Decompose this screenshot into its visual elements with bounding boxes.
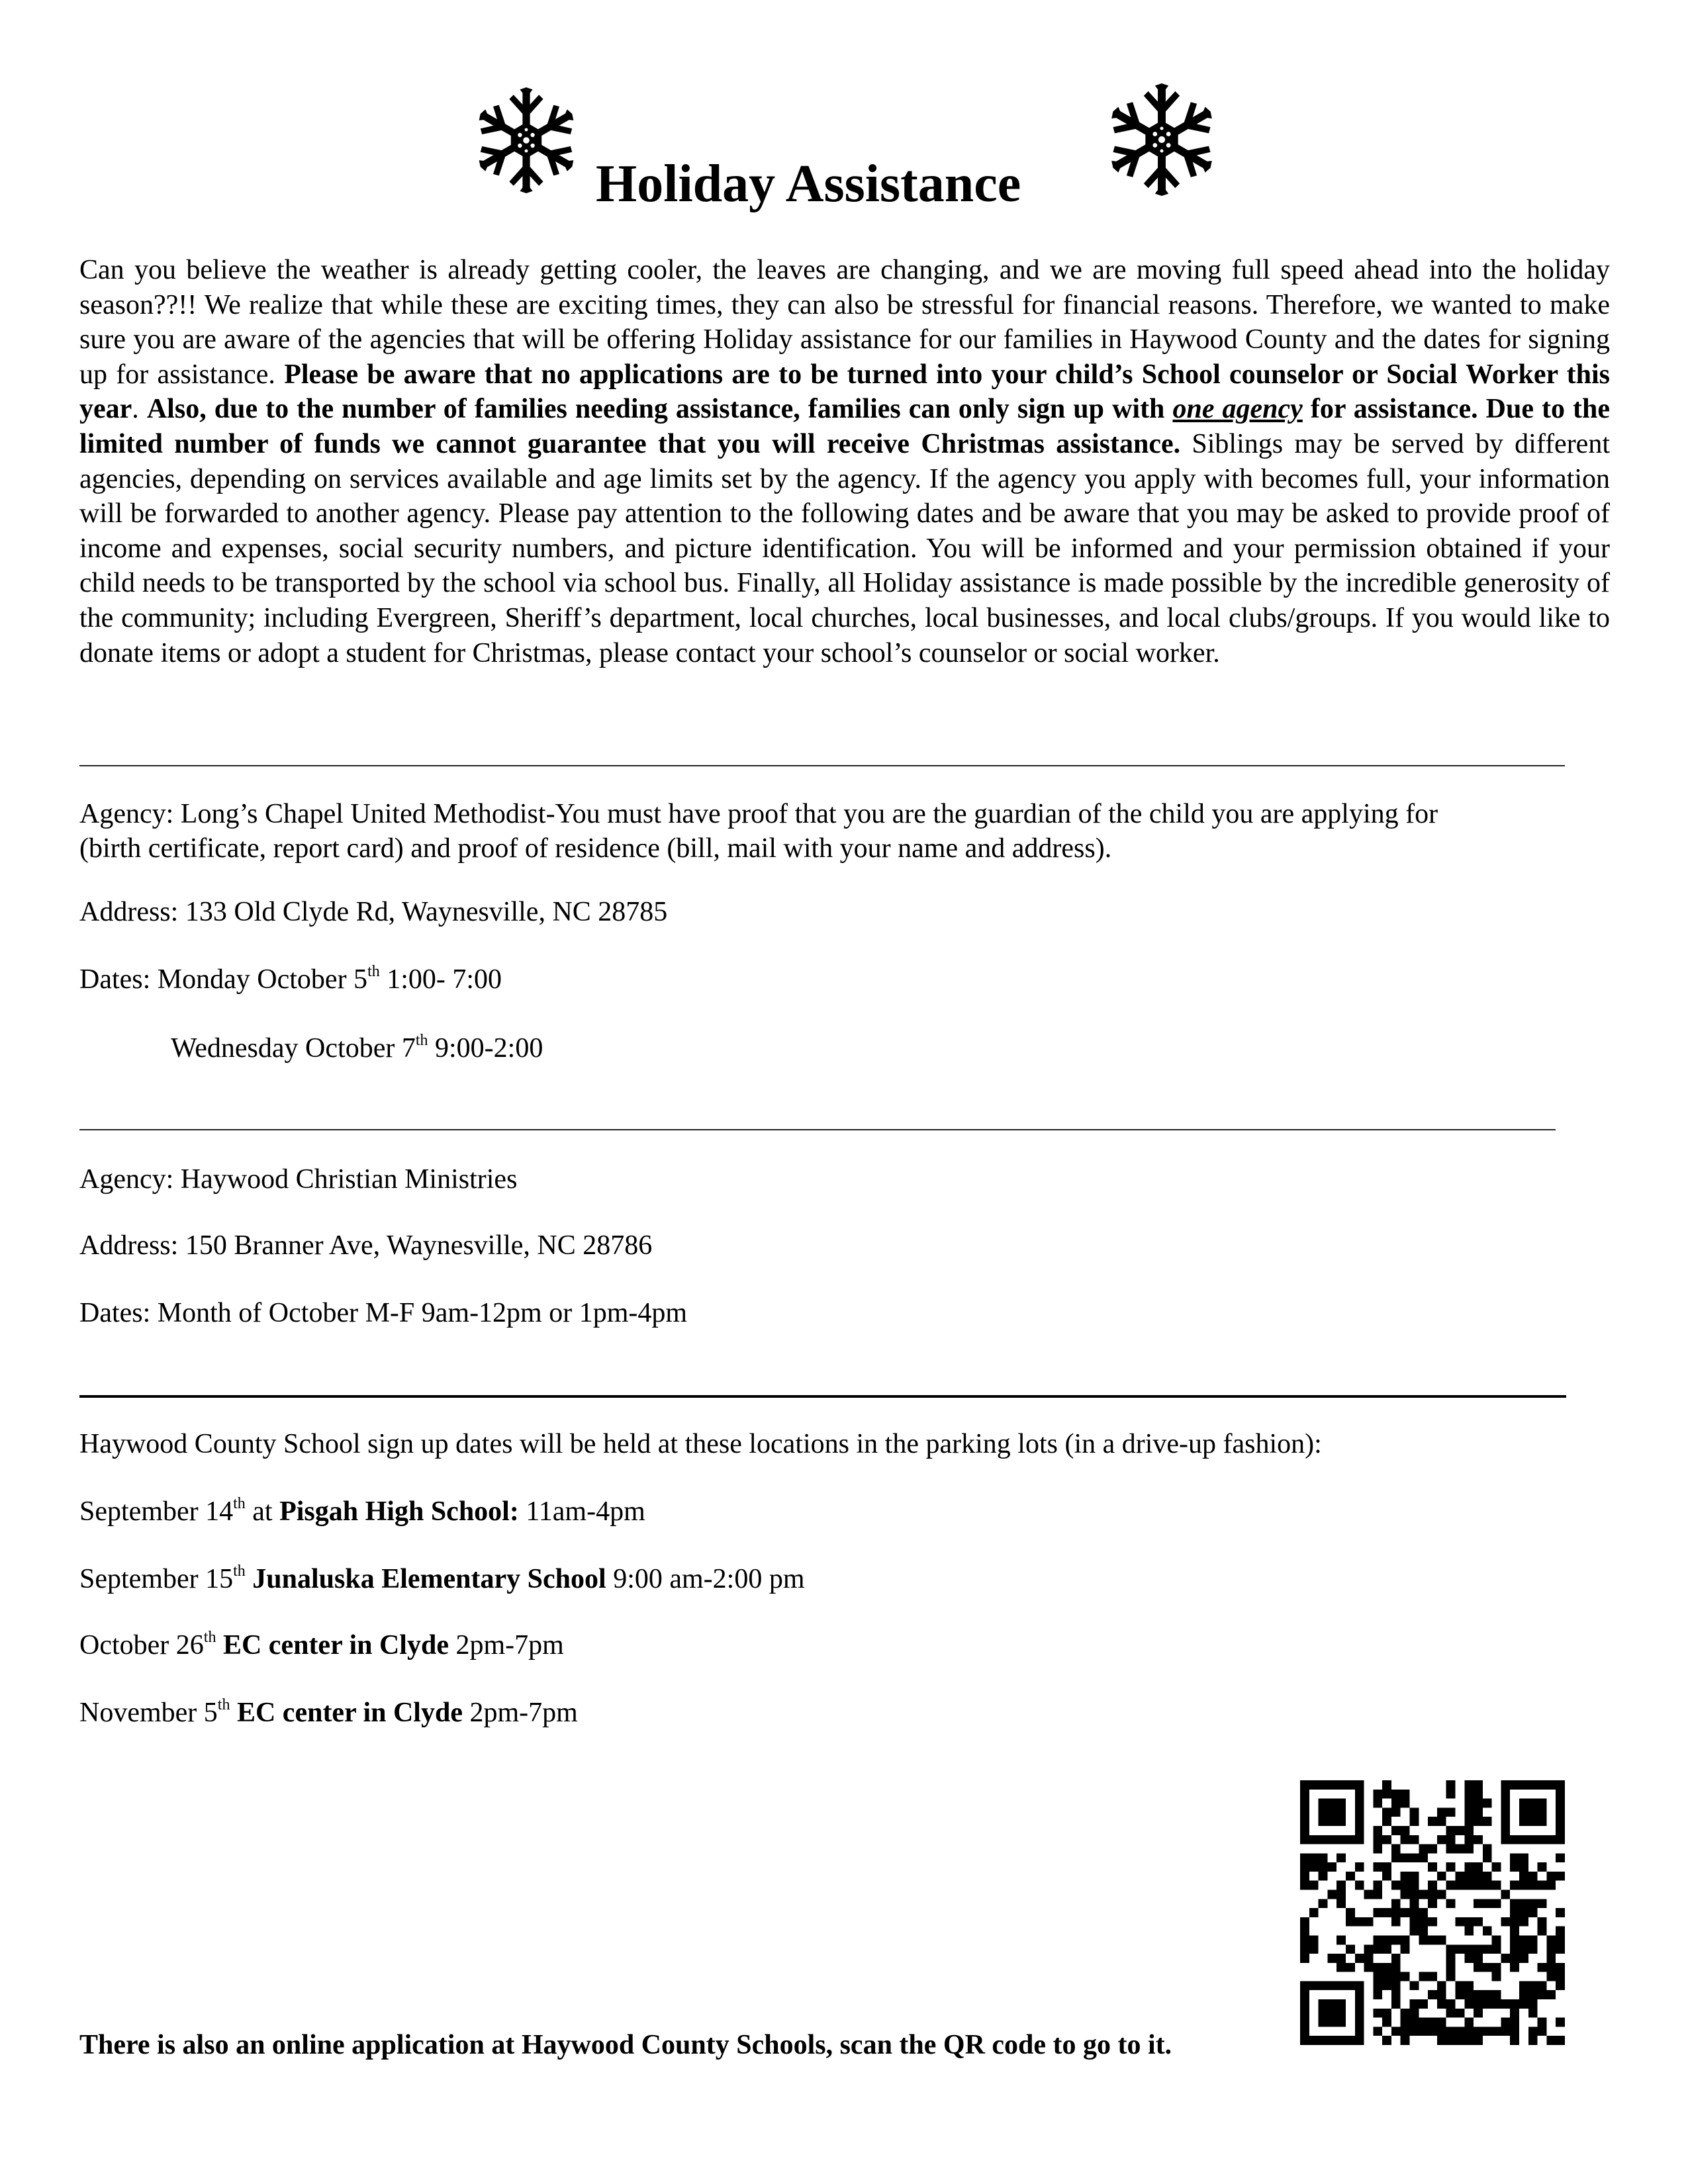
snowflake-icon [1099,83,1225,196]
agency1-dates-2-text: Wednesday October 7 [171,1033,416,1064]
divider [79,1395,1566,1398]
agency2-name: Agency: Haywood Christian Ministries [79,1164,518,1195]
signup-location: Junaluska Elementary School [252,1564,606,1594]
divider [79,1129,1556,1130]
agency1-dates-2 [171,1031,543,1066]
intro-period: . [132,394,139,425]
intro-text: Can you believe the weather is already getting cooler, the leaves are changing, and we are moving full speed ahead into the holiday season??!! We realize that while these are exciting times, they can also be stressful for financial reasons. Therefore, we wanted to make sure you are aware of the agencies that will be offering Holiday assistance for our families in Haywood County and the dates for signing up for assistance. [79,255,1610,390]
signup-item [79,1628,564,1662]
signup-location: EC center in Clyde [236,1698,463,1728]
agency1-dates-1-sup: th [367,963,380,980]
signup-date: November 5 [79,1698,218,1728]
agency1-dates-1-time: 1:00- 7:00 [379,964,502,995]
intro-text-2: Siblings may be served by different agencies, depending on services available and age limits set by the agency. If the agency you apply with becomes full, your information will be forwarded to another agency. Please pay attention to the following dates and be aware that you may be asked to provide proof of income and expenses, social security numbers, and picture identification. You will be informed and your permission obtained if your child needs to be transported by the school via school bus. Finally, all Holiday assistance is made possible by the incredible generosity of the community; including Evergreen, Sheriff’s department, local churches, local businesses, and local clubs/groups. If you would like to donate items or adopt a student for Christmas, please contact your school’s counselor or social worker. [79,428,1610,668]
qr-code-icon[interactable] [1300,1780,1565,2045]
agency1-dates-2-time: 9:00-2:00 [428,1033,543,1064]
signup-location: EC center in Clyde [222,1630,449,1661]
signup-date-sup: th [233,1563,246,1580]
signup-connector [246,1564,253,1594]
signup-item [79,1696,578,1730]
signup-time: 9:00 am-2:00 pm [606,1564,805,1594]
signup-connector: at [245,1496,280,1527]
intro-bold-notice-2: Also, due to the number of families needing assistance, families can only sign up with [146,394,1165,425]
signup-item [79,1494,645,1529]
agency1-dates-2-sup: th [415,1032,428,1049]
agency1-dates-1 [79,962,502,997]
agency2-address: Address: 150 Branner Ave, Waynesville, NC 28786 [79,1230,653,1261]
signup-date: September 14 [79,1496,234,1527]
signup-date-sup: th [217,1696,230,1713]
signup-time: 2pm-7pm [448,1630,564,1661]
intro-bold-notice: Please be aware that no applications are to be turned into your child’s School counselor or Social Worker this year [79,359,1610,425]
agency2-dates: Dates: Month of October M-F 9am-12pm or 1pm-4pm [79,1298,688,1328]
intro-emphasis: one agency [1172,394,1303,425]
agency1-line2: (birth certificate, report card) and proof of residence (bill, mail with your name and address). [79,833,1112,864]
signup-location: Pisgah High School: [279,1496,519,1527]
signup-date: September 15 [79,1564,234,1594]
signup-time: 2pm-7pm [462,1698,578,1728]
intro-bold-notice-3: for assistance. Due to the limited number of funds we cannot guarantee that you will receive Christmas assistance. [79,394,1611,459]
signup-connector [216,1630,223,1661]
page-title: Holiday Assistance [596,155,1021,213]
footer-note: There is also an online application at Haywood County Schools, scan the QR code to go to it. [79,2030,1172,2060]
agency1-line1: Agency: Long’s Chapel United Methodist-You must have proof that you are the guardian of the child you are applying for [79,799,1438,829]
signup-date-sup: th [233,1495,246,1512]
snowflake-icon [463,87,589,193]
school-signup-intro: Haywood County School sign up dates will be held at these locations in the parking lots (in a drive-up fashion): [79,1429,1322,1459]
agency1-address: Address: 133 Old Clyde Rd, Waynesville, NC 28785 [79,897,668,927]
signup-time: 11am-4pm [518,1496,645,1527]
agency1-dates-1-text: Dates: Monday October 5 [79,964,368,995]
signup-date-sup: th [203,1629,216,1646]
signup-date: October 26 [79,1630,204,1661]
intro-paragraph [79,253,1610,670]
divider [79,765,1565,766]
signup-item [79,1562,805,1596]
signup-connector [230,1698,237,1728]
